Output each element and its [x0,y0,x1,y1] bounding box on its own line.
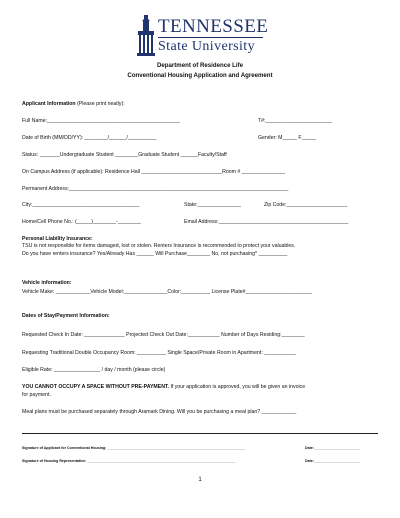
status-field[interactable]: Status: _______Undergraduate Student ________Graduate Student ______Faculty/Staff [22,152,227,158]
payment-warning-bold: YOU CANNOT OCCUPY A SPACE WITHOUT PRE-PAYMENT. [22,384,169,390]
applicant-signature-field[interactable]: Signature of Applicant for Conventional Housing: _____________________________________________________________________ [22,446,246,450]
representative-date-field[interactable]: Date:_______________________ [305,459,360,463]
renters-insurance-field[interactable]: Do you have renters insurance? Yes/Already Has ______ Will Purchase________ No, not purchasing* __________ [22,251,288,257]
t-number-field[interactable]: T#:_______________________ [258,118,332,124]
phone-field[interactable]: Home/Cell Phone No.: (_____)________-________ [22,219,141,225]
logo-line2: State University [158,39,255,54]
applicant-section-heading [22,101,125,108]
department-title: Department of Residence Life [156,62,243,69]
logo-line1: TENNESSEE [158,16,269,37]
dob-field[interactable]: Date of Birth (MM/DD/YY): ________/______/__________ [22,135,157,141]
city-field[interactable]: City:_____________________________________ [22,202,140,208]
liability-title: Personal Liability Insurance: [22,236,93,242]
zip-field[interactable]: Zip Code:_____________________ [264,202,348,208]
stay-title: Dates of Stay/Payment Information: [22,313,110,319]
occupancy-field[interactable]: Requesting Traditional Double Occupancy Room: __________ Single Space/Private Room in Apartment: ___________ [22,350,296,356]
state-field[interactable]: State:_______________ [184,202,241,208]
full-name-field[interactable]: Full Name:______________________________________________ [22,118,180,124]
signature-divider [22,433,378,434]
payment-warning-line2: for payment. [22,392,51,398]
email-field[interactable]: Email Address:_____________________________________________ [184,219,349,225]
liability-notice: TSU is not responsible for items damaged, lost or stolen. Renters Insurance is recommended to protect your valuables. [22,243,296,249]
permanent-address-field[interactable]: Permanent Address:____________________________________________________________________________ [22,186,289,192]
representative-signature-field[interactable]: Signature of Housing Representative: __________________________________________________________________________ [22,459,236,463]
rate-field[interactable]: Eligible Rate: ________________ / day / month (please circle) [22,367,166,373]
applicant-section-title: Applicant Information [22,101,76,107]
meal-plan-field[interactable]: Meal plans must be purchased separately through Aramark Dining. Will you be purchasing a meal plan? ____________ [22,409,297,415]
payment-warning-rest: If your application is approved, you will be given an invoice [169,384,306,390]
applicant-section-note: (Please print neatly): [77,101,125,107]
form-title: Conventional Housing Application and Agreement [127,72,273,79]
building-icon [136,15,156,57]
campus-address-field[interactable]: On Campus Address (if applicable): Residence Hall ____________________________Room # _______________ [22,169,286,175]
gender-field[interactable]: Gender: M_____ F_____ [258,135,316,141]
applicant-date-field[interactable]: Date:_______________________ [305,446,360,450]
vehicle-title: Vehicle information: [22,280,72,286]
vehicle-field[interactable]: Vehicle Make: ____________Vehicle Model:_______________Color:__________ License Plate#_______________________ [22,289,312,295]
page-number: 1 [198,477,202,483]
logo-rule [158,37,263,38]
checkin-field[interactable]: Requested Check In Date: ______________ Projected Check Out Date:___________ Number of Days Residing:________ [22,332,305,338]
university-logo [136,13,269,59]
payment-warning [22,384,305,391]
